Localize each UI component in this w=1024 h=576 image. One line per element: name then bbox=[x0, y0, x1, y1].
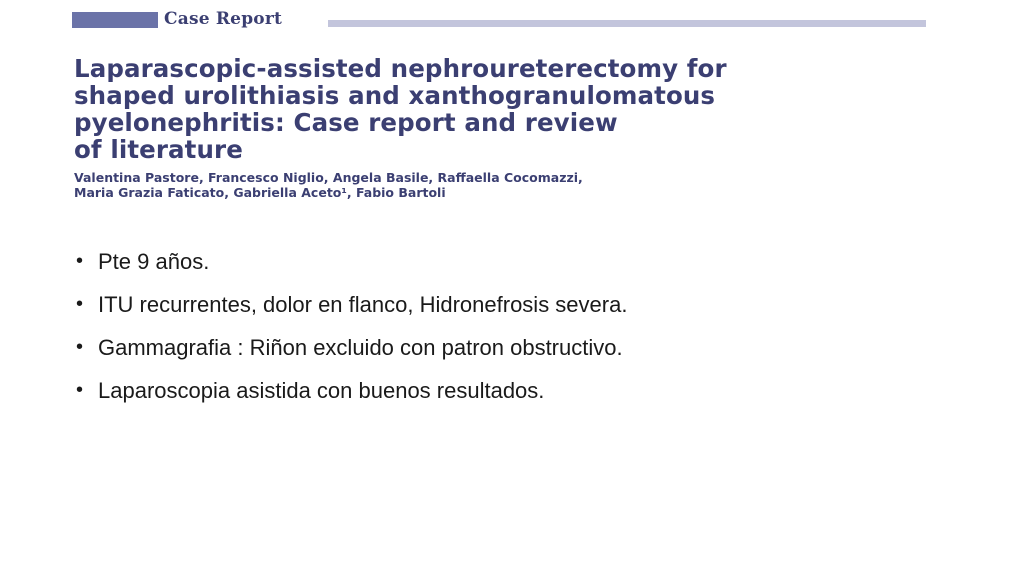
bullet-icon: • bbox=[76, 250, 84, 272]
bullet-text: Pte 9 años. bbox=[98, 249, 210, 274]
title-line: shaped urolithiasis and xanthogranulomatous bbox=[74, 81, 716, 110]
header-accent-bar bbox=[72, 12, 158, 28]
bullet-item bbox=[76, 283, 627, 326]
case-report-label: Case Report bbox=[164, 9, 283, 29]
author-list bbox=[74, 170, 954, 200]
bullet-item bbox=[76, 326, 627, 369]
bullet-icon: • bbox=[76, 379, 84, 401]
bullet-text: ITU recurrentes, dolor en flanco, Hidronefrosis severa. bbox=[98, 292, 628, 317]
author-line: Maria Grazia Faticato, Gabriella Aceto¹, Fabio Bartoli bbox=[74, 185, 446, 200]
bullet-item bbox=[76, 240, 627, 283]
bullet-icon: • bbox=[76, 336, 84, 358]
bullet-item bbox=[76, 369, 627, 412]
title-line: pyelonephritis: Case report and review bbox=[74, 108, 618, 137]
case-report-header bbox=[72, 10, 928, 30]
title-line: Laparascopic-assisted nephroureterectomy for bbox=[74, 54, 727, 83]
article-title bbox=[74, 55, 954, 163]
bullet-list bbox=[76, 240, 627, 412]
title-line: of literature bbox=[74, 135, 243, 164]
header-rule bbox=[328, 20, 926, 27]
bullet-text: Gammagrafia : Riñon excluido con patron obstructivo. bbox=[98, 335, 623, 360]
bullet-icon: • bbox=[76, 293, 84, 315]
bullet-text: Laparoscopia asistida con buenos resultados. bbox=[98, 378, 545, 403]
author-line: Valentina Pastore, Francesco Niglio, Angela Basile, Raffaella Cocomazzi, bbox=[74, 170, 583, 185]
